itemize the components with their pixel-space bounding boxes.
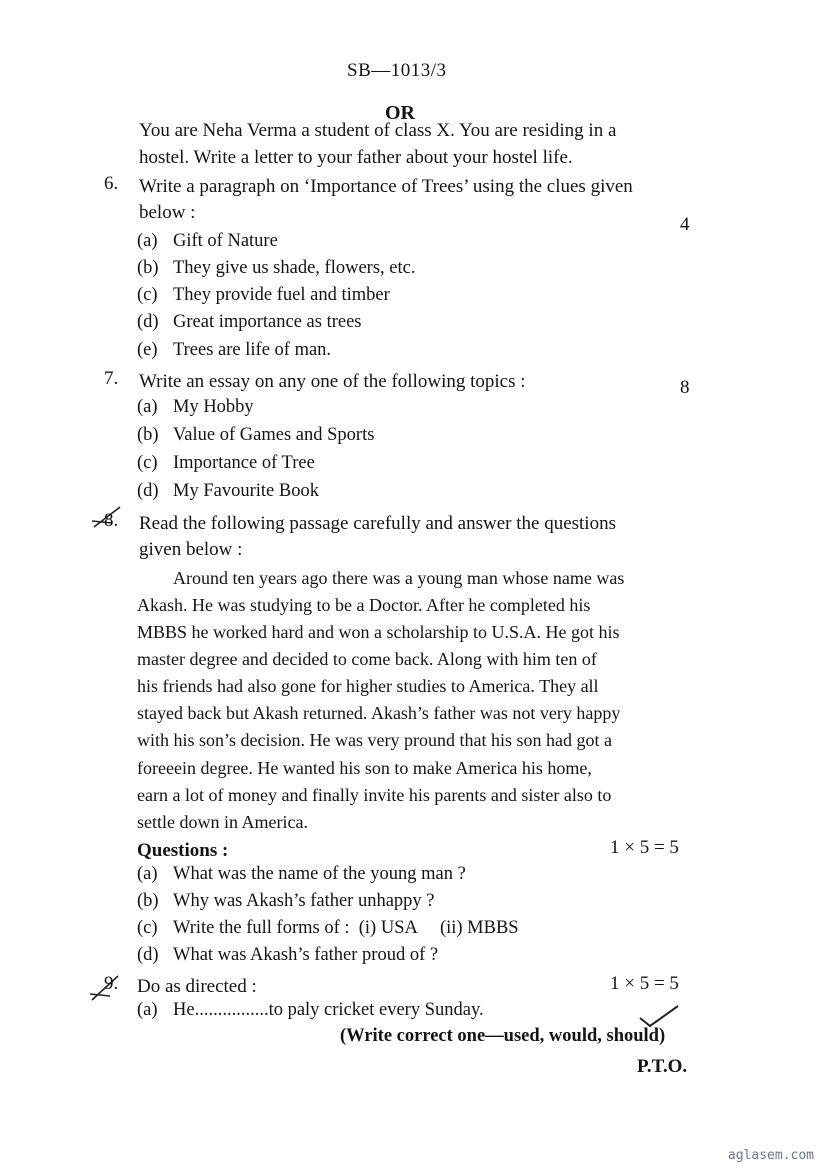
option-label: (d) [137,945,159,965]
question-8-sub-a [137,864,466,885]
passage-line: MBBS he worked hard and won a scholarship to U.S.A. He got his [137,622,620,642]
question-8-sub-b [137,891,435,912]
question-9-number: 9. [104,973,119,994]
passage-line: foreeein degree. He wanted his son to make America his home, [137,758,592,778]
question-9-item-a [137,1000,484,1021]
question-6-option-d [137,312,362,333]
question-7-marks: 8 [680,377,690,398]
passage-line: settle down in America. [137,812,308,832]
pto-label: P.T.O. [637,1056,688,1077]
option-label: (d) [137,481,159,501]
option-text: Importance of Tree [173,453,315,473]
passage-line: Akash. He was studying to be a Doctor. After he completed his [137,595,591,615]
option-label: (e) [137,340,158,360]
option-text: My Favourite Book [173,481,319,501]
page-code: SB—1013/3 [347,60,447,81]
question-6-option-e [137,340,331,361]
question-8-line-1: Read the following passage carefully and answer the questions [139,513,616,534]
passage-line: with his son’s decision. He was very pround that his son had got a [137,730,612,750]
option-label: (b) [137,891,159,911]
question-8-number: 8. [104,510,119,531]
option-text: Value of Games and Sports [173,425,375,445]
or-label: OR [385,102,415,124]
option-text: They provide fuel and timber [173,285,390,305]
question-7-number: 7. [104,368,119,389]
option-text: My Hobby [173,397,254,417]
option-text: Write the full forms of : (i) USA (ii) MBBS [173,918,519,938]
question-8-line-2: given below : [139,539,243,560]
or-question-line-1: You are Neha Verma a student of class X. You are residing in a [139,120,617,141]
option-text: Gift of Nature [173,231,278,251]
question-8-marks: 1 × 5 = 5 [610,837,679,858]
question-6-line-1: Write a paragraph on ‘Importance of Trees’ using the clues given [139,176,633,197]
option-label: (c) [137,285,158,305]
option-label: (a) [137,1000,158,1020]
passage-line: Around ten years ago there was a young man whose name was [173,568,625,588]
option-text: Trees are life of man. [173,340,332,360]
question-6-option-a [137,231,278,252]
option-text: What was Akash’s father proud of ? [173,945,439,965]
question-6-marks: 4 [680,214,690,235]
question-7-option-a [137,397,254,418]
option-label: (c) [137,453,158,473]
option-label: (a) [137,231,158,251]
option-text: They give us shade, flowers, etc. [173,258,416,278]
question-6-number: 6. [104,173,119,194]
option-label: (a) [137,397,158,417]
question-6-line-2: below : [139,202,196,223]
watermark: aglasem.com [727,1148,814,1163]
question-7-option-b [137,425,374,446]
questions-heading: Questions : [137,840,229,861]
question-7-option-c [137,453,315,474]
option-label: (c) [137,918,158,938]
question-7-text: Write an essay on any one of the following topics : [139,371,526,392]
option-text: He................to paly cricket every Sunday. [173,1000,484,1020]
question-6-option-c [137,285,390,306]
question-7-option-d [137,481,319,502]
question-8-sub-c [137,918,519,939]
question-6-option-b [137,258,415,279]
passage-line: stayed back but Akash returned. Akash’s father was not very happy [137,703,621,723]
option-text: Why was Akash’s father unhappy ? [173,891,435,911]
or-question-line-2: hostel. Write a letter to your father about your hostel life. [139,147,573,168]
option-text: Great importance as trees [173,312,362,332]
passage-line: master degree and decided to come back. Along with him ten of [137,649,597,669]
option-label: (a) [137,864,158,884]
question-8-sub-d [137,945,438,966]
question-9-text: Do as directed : [137,976,257,997]
passage-line: earn a lot of money and finally invite his parents and sister also to [137,785,612,805]
question-9-instruction: (Write correct one—used, would, should) [340,1026,666,1046]
option-text: What was the name of the young man ? [173,864,466,884]
option-label: (b) [137,258,159,278]
option-label: (b) [137,425,159,445]
passage-line: his friends had also gone for higher studies to America. They all [137,676,599,696]
option-label: (d) [137,312,159,332]
question-9-marks: 1 × 5 = 5 [610,973,679,994]
